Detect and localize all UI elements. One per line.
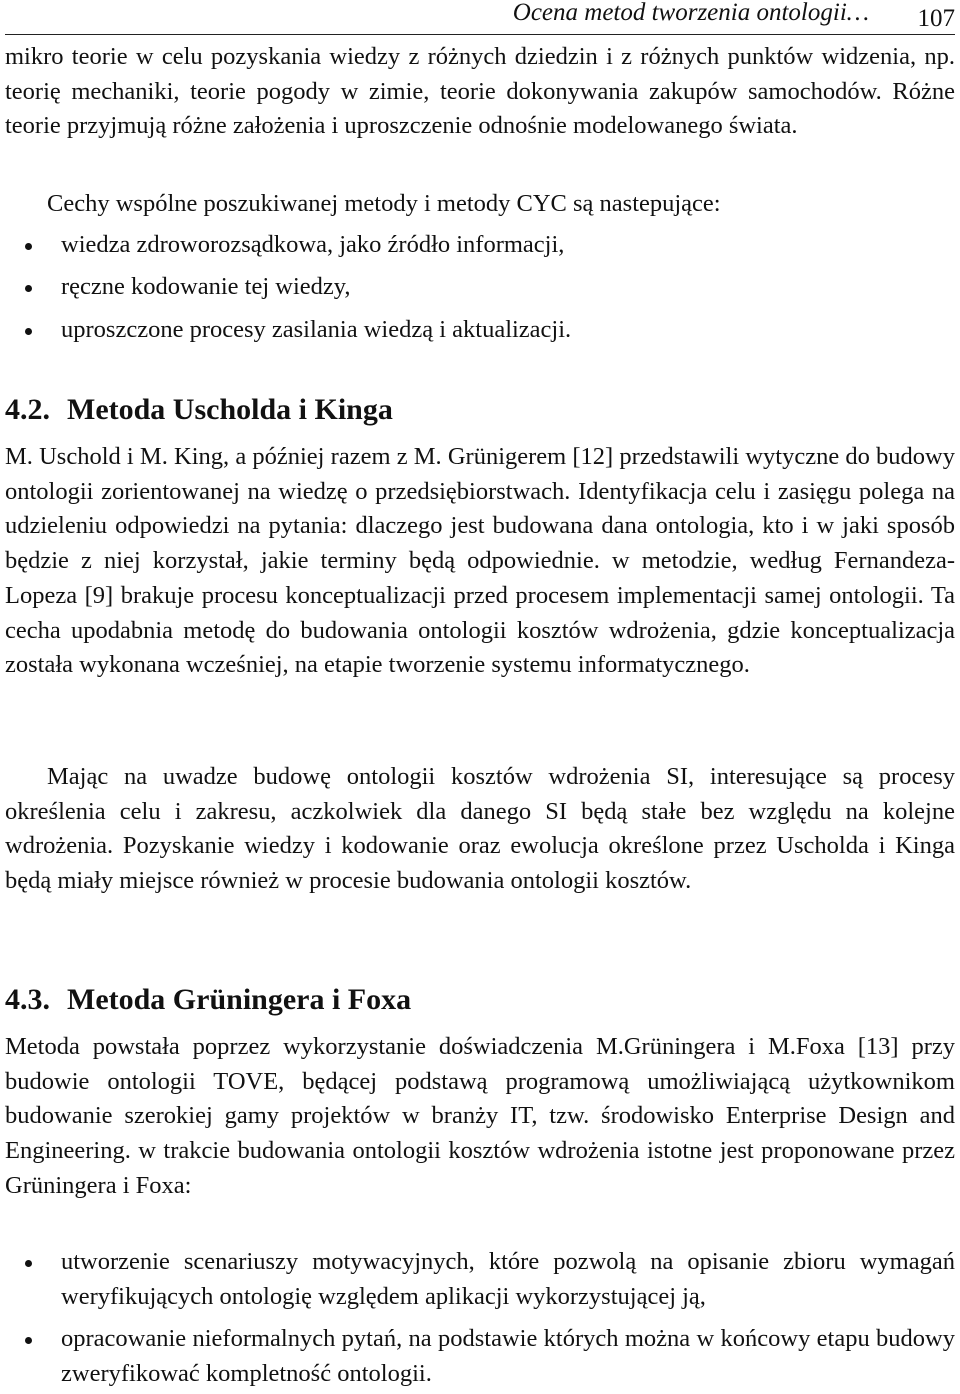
list-item (5, 313, 955, 348)
section-4-2-paragraph-2: Mając na uwadze budowę ontologii kosztów wdrożenia SI, interesujące są procesy określenia celu i zakresu, aczkolwiek dla danego SI będą stałe bez względu na kolejne wdrożenia. Pozyskanie wiedzy i kodowanie oraz ewolucja określone przez Uscholda i Kinga będą miały miejsce również w procesie budowania ontologii kosztów. (5, 763, 955, 895)
section-4-3-list-block (5, 1245, 955, 1392)
bullet-icon (25, 1337, 32, 1344)
section-heading-4-3 (5, 982, 955, 1018)
section-title: Metoda Grüningera i Foxa (67, 983, 412, 1016)
bullet-icon (25, 328, 32, 335)
intro-paragraph: mikro teorie w celu pozyskania wiedzy z różnych dziedzin i z różnych punktów widzenia, np. teorię mechaniki, teorie pogody w zimie, teorie dokonywania zakupów samochodów. Różne teorie przyjmują różne założenia i uproszczenie odnośnie modelowanego świata. (5, 43, 955, 140)
bullet-icon (25, 1260, 32, 1267)
section-number: 4.3. (5, 983, 50, 1016)
section-4-3-list (5, 1245, 955, 1392)
section-number: 4.2. (5, 393, 50, 426)
section-4-2-paragraph-2-block (5, 760, 955, 899)
list-item-text: ręczne kodowanie tej wiedzy, (61, 273, 351, 301)
running-title: Ocena metod tworzenia ontologii… (512, 0, 869, 26)
section-title: Metoda Uscholda i Kinga (67, 393, 393, 426)
features-list (5, 228, 955, 348)
running-header (5, 0, 955, 35)
bullet-icon (25, 285, 32, 292)
list-item (5, 270, 955, 305)
list-item (5, 1245, 955, 1314)
section-4-2-paragraph-1: M. Uschold i M. King, a później razem z M. Grünigerem [12] przedstawili wytyczne do budowy ontologii zorientowanej na wiedzę o przedsiębiorstwach. Identyfikacja celu i zasięgu polega na udzieleniu odpowiedzi na pytania: dlaczego jest budowana dana ontologia, kto i w jaki sposób będzie z niej korzystał, jakie terminy będą odpowiednie. w metodzie, według Fernandeza-Lopeza [9] brakuje procesu konceptualizacji przed procesem implementacji samej ontologii. Ta cecha upodabnia metodę do budowania ontologii kosztów wdrożenia, gdzie konceptualizacja została wykonana wcześniej, na etapie tworzenie systemu informatycznego. (5, 443, 955, 679)
list-item (5, 1322, 955, 1391)
section-4-3-paragraph: Metoda powstała poprzez wykorzystanie doświadczenia M.Grüningera i M.Foxa [13] przy budowie ontologii TOVE, będącej podstawą programową umożliwiającą użytkownikom budowanie szerokiej gamy projektów w branży IT, tzw. środowisko Enterprise Design and Engineering. w trakcie budowania ontologii kosztów wdrożenia istotne jest proponowane przez Grüningera i Foxa: (5, 1033, 955, 1199)
page-number: 107 (917, 5, 955, 32)
list-item (5, 228, 955, 263)
section-heading-4-2 (5, 392, 955, 428)
section-4-3-paragraph-block (5, 1030, 955, 1204)
features-block (5, 187, 955, 348)
list-item-text: opracowanie nieformalnych pytań, na podstawie których można w końcowy etapu budowy zweryfikować kompletność ontologii. (61, 1325, 955, 1388)
list-item-text: uproszczone procesy zasilania wiedzą i aktualizacji. (61, 316, 572, 344)
intro-block (5, 40, 955, 144)
document-page (5, 0, 955, 1388)
list-item-text: wiedza zdroworozsądkowa, jako źródło informacji, (61, 230, 565, 258)
list-item-text: utworzenie scenariuszy motywacyjnych, które pozwolą na opisanie zbioru wymagań weryfikujących ontologię względem aplikacji wykorzystującej ją, (61, 1248, 955, 1310)
section-4-2-paragraph-1-block (5, 440, 955, 683)
bullet-icon (25, 243, 32, 250)
features-intro: Cechy wspólne poszukiwanej metody i metody CYC są nastepujące: (47, 190, 721, 217)
